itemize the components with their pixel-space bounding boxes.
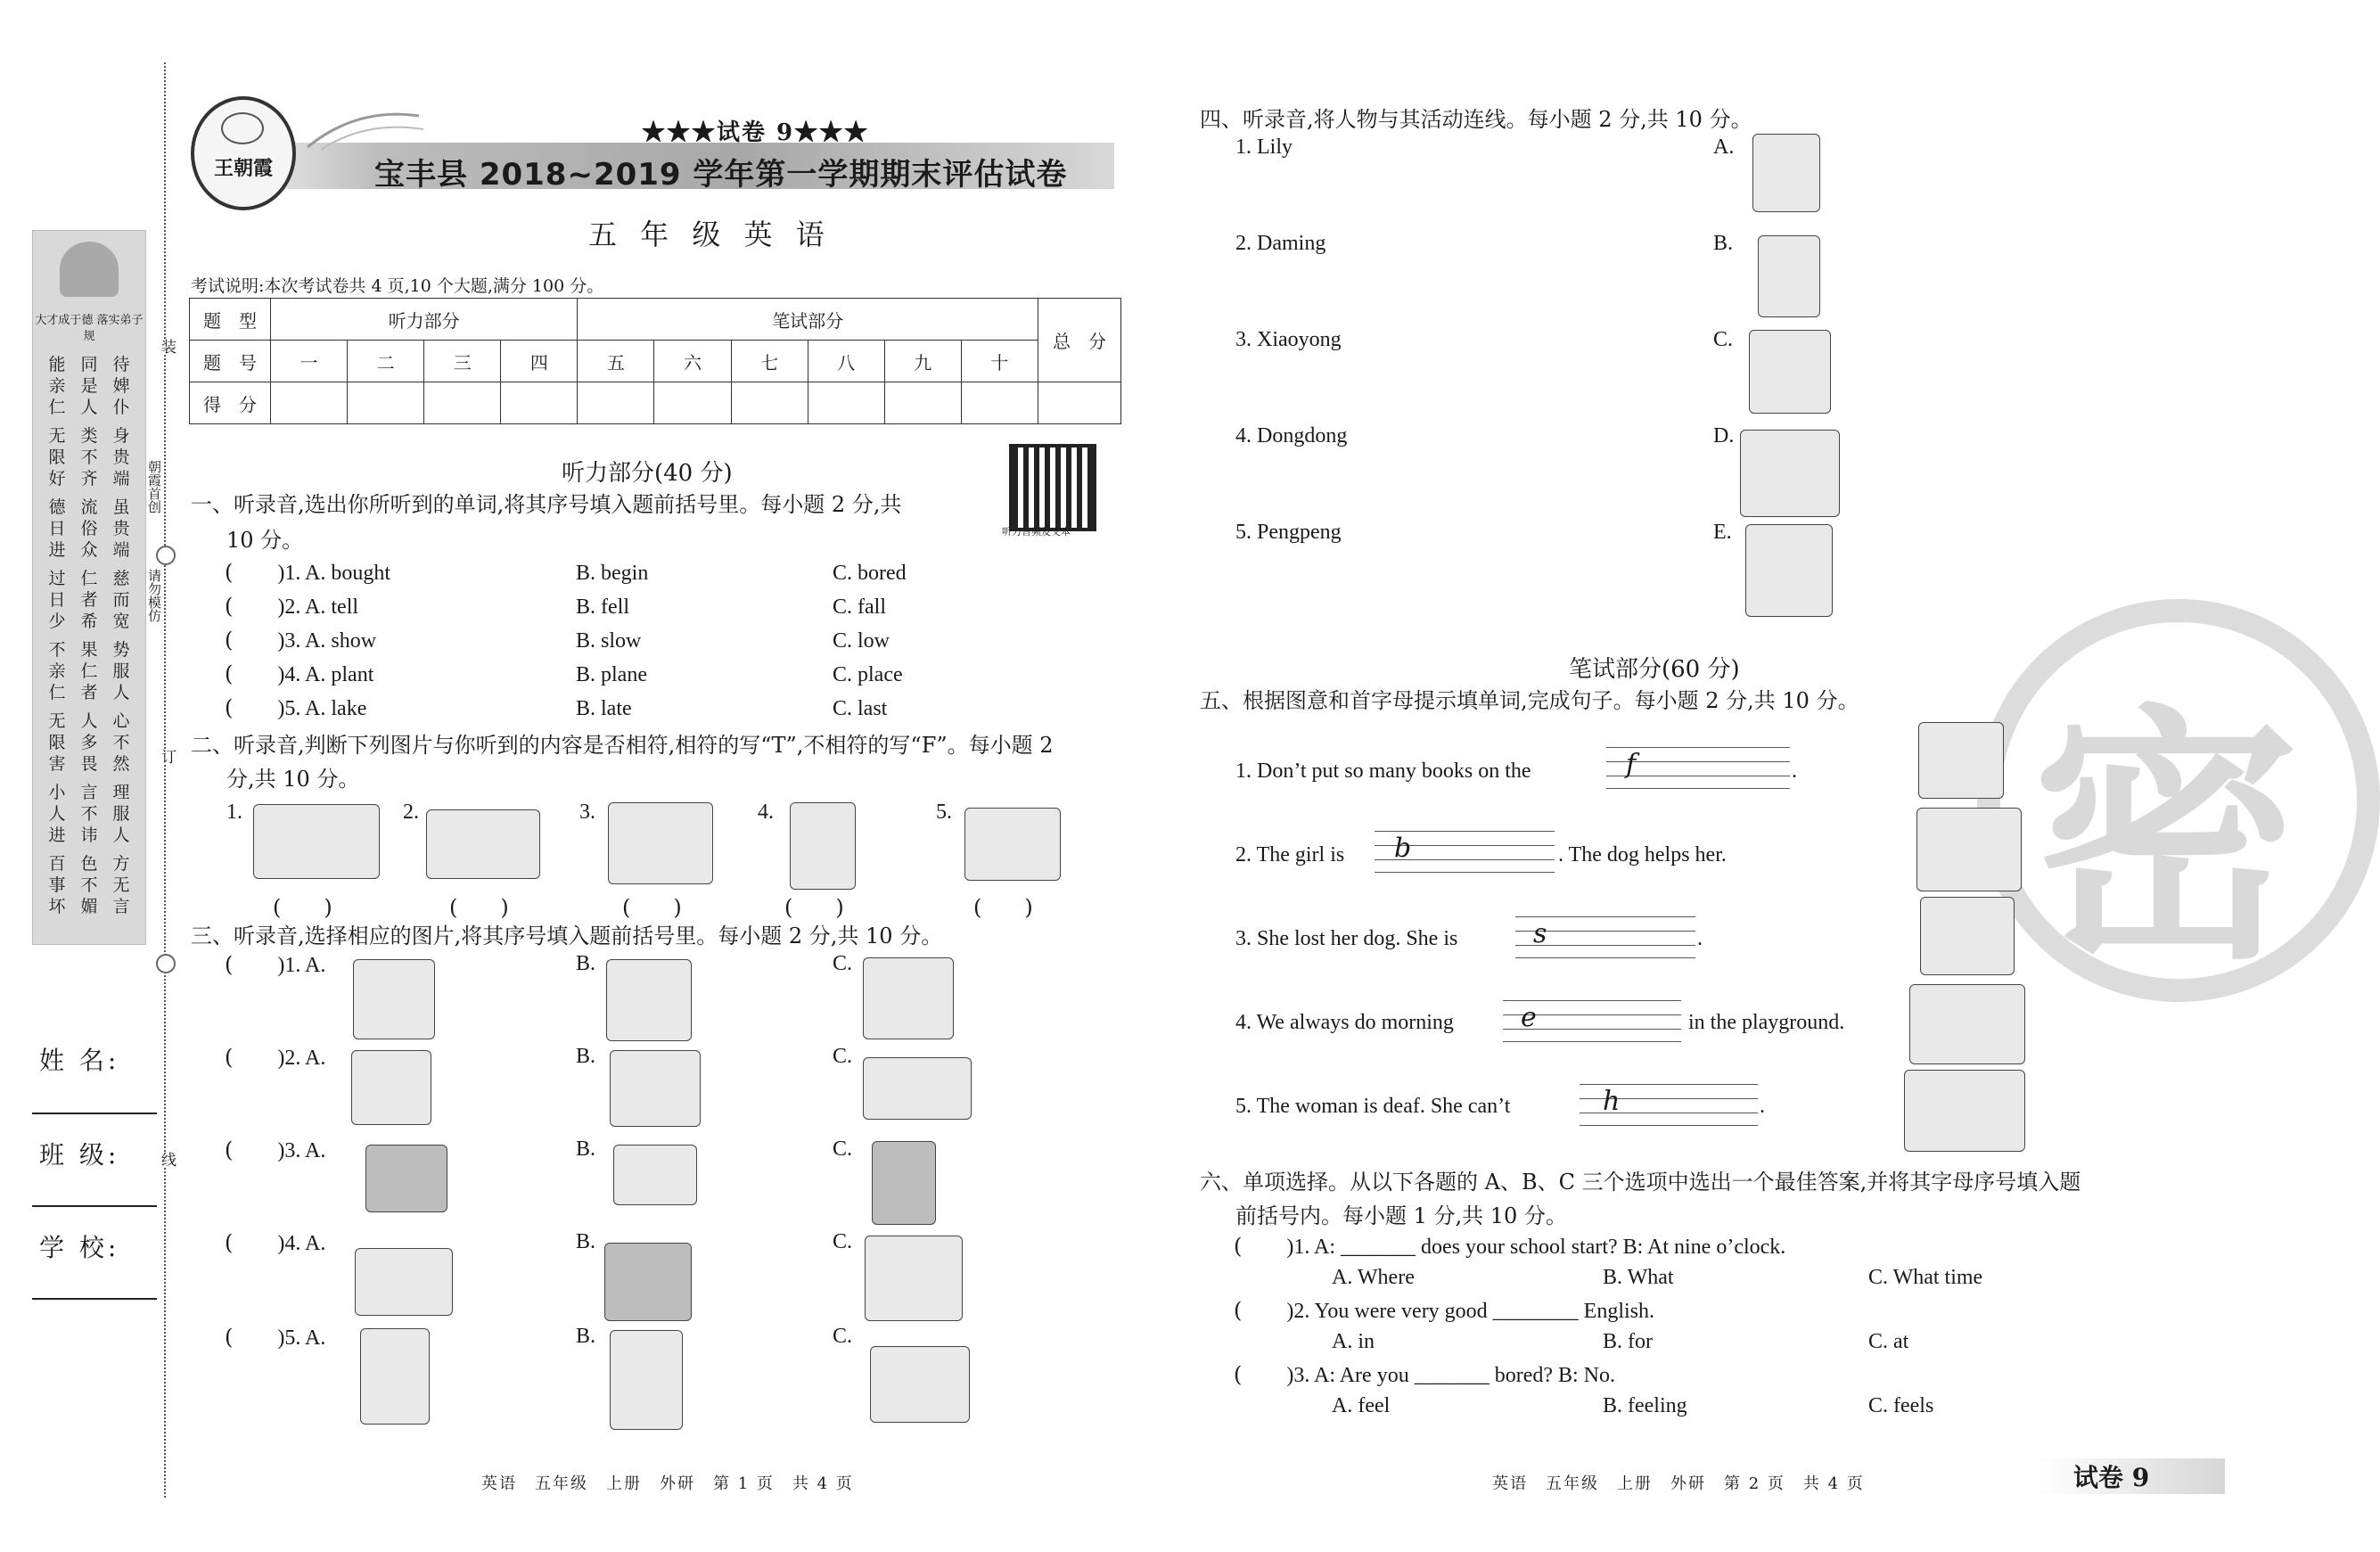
- motto-column: 百事坏: [48, 854, 66, 916]
- q4-b-picture: [1758, 235, 1820, 317]
- q3-5a-football-picture: [360, 1328, 430, 1425]
- q3-c-label: C.: [833, 1230, 853, 1253]
- q1-option-c: C. fall: [833, 595, 886, 619]
- row-label-type: 题 型: [190, 299, 271, 341]
- q3-1b-picture: [606, 959, 692, 1041]
- q3-2a-picture: [351, 1050, 431, 1125]
- q1-option-c: C. low: [833, 629, 890, 653]
- q1-item: ( )5. A. lake: [225, 695, 367, 720]
- q1-title-cont: 10 分。: [226, 528, 304, 553]
- q5-1-picture: [1918, 722, 2004, 799]
- qr-caption: 听力音频及文本: [1002, 526, 1071, 538]
- fold-line: [164, 62, 166, 1498]
- total-cell: 总 分: [1038, 299, 1121, 382]
- name-field[interactable]: [32, 1113, 157, 1114]
- footer-tag: 试卷 9: [2073, 1463, 2150, 1492]
- binding-hole-icon: [156, 546, 176, 565]
- fold-word-1: 装: [153, 339, 176, 354]
- q6-option-c: C. at: [1868, 1330, 1909, 1353]
- q2-title: 二、听录音,判断下列图片与你听到的内容是否相符,相符的写“T”,不相符的写“F”。每小题 2: [191, 733, 1054, 758]
- q3-item: ( )1. A.: [225, 952, 326, 977]
- q6-item: ( )2. You were very good ________ English.: [1234, 1298, 1655, 1323]
- q2-picture-swimming: [426, 809, 540, 879]
- question-number: 七: [731, 341, 808, 382]
- q2-answer-blank[interactable]: ( ): [622, 895, 682, 920]
- q4-a-picture: [1752, 134, 1820, 212]
- q1-option-b: B. fell: [576, 595, 629, 619]
- q6-item: ( )1. A: _______ does your school start? B: At nine o’clock.: [1234, 1234, 1786, 1259]
- q2-answer-blank[interactable]: ( ): [973, 895, 1033, 920]
- q6-option-b: B. for: [1603, 1330, 1653, 1353]
- q3-b-label: B.: [576, 1045, 596, 1068]
- q2-answer-blank[interactable]: ( ): [273, 895, 332, 920]
- q1-item: ( )3. A. show: [225, 628, 377, 653]
- motto-column: 慈而宽: [112, 569, 130, 631]
- class-field[interactable]: [32, 1205, 157, 1207]
- score-input[interactable]: [348, 382, 424, 424]
- motto-column: 能亲仁: [48, 355, 66, 417]
- q3-3b-shoes-picture: [613, 1145, 697, 1205]
- question-number: 九: [884, 341, 961, 382]
- q5-sentence-end: .: [1760, 1095, 1765, 1118]
- q5-sentence-start: 1. Don’t put so many books on the: [1235, 760, 1531, 783]
- score-input[interactable]: [731, 382, 808, 424]
- logo-text: 王朝霞: [213, 157, 273, 180]
- q5-4-picture: [1909, 984, 2025, 1064]
- motto-column: 无限害: [48, 711, 66, 774]
- subject-title: 五 年 级 英 语: [588, 218, 832, 251]
- q3-c-label: C.: [833, 1137, 853, 1161]
- q2-num: 4.: [758, 801, 774, 824]
- motto-column: 类不齐: [80, 426, 98, 489]
- binding-hole-icon: [156, 954, 176, 973]
- name-label: 姓 名:: [39, 1046, 120, 1075]
- listening-section-cell: 听力部分: [271, 299, 578, 341]
- q6-option-b: B. What: [1603, 1266, 1674, 1289]
- q4-letter: A.: [1713, 135, 1735, 159]
- q2-picture-classroom: [253, 804, 380, 879]
- q4-e-basketball-picture: [1745, 524, 1833, 617]
- q6-title-cont: 前括号内。每小题 1 分,共 10 分。: [1235, 1203, 1567, 1228]
- q3-1a-picture: [353, 959, 435, 1039]
- q5-3-picture: [1920, 897, 2015, 975]
- q3-4a-cinema-picture: [355, 1248, 453, 1316]
- q1-option-c: C. bored: [833, 562, 907, 585]
- q5-answer-lines[interactable]: [1375, 831, 1555, 872]
- q5-2-picture: [1916, 808, 2022, 891]
- motto-column: 待婢仆: [112, 355, 130, 417]
- q3-b-label: B.: [576, 1137, 596, 1161]
- row-label-number: 题 号: [190, 341, 271, 382]
- q1-item: ( )2. A. tell: [225, 594, 359, 619]
- motto-column: 仁者希: [80, 569, 98, 631]
- question-number: 二: [348, 341, 424, 382]
- score-input[interactable]: [884, 382, 961, 424]
- score-input[interactable]: [578, 382, 654, 424]
- crown-icon: [221, 112, 264, 144]
- q4-c-bicycle-picture: [1749, 330, 1831, 414]
- q4-person: 1. Lily: [1235, 135, 1293, 159]
- q3-b-label: B.: [576, 1325, 596, 1348]
- q6-option-a: A. feel: [1332, 1394, 1391, 1417]
- hint-letter: f: [1626, 749, 1637, 780]
- question-number: 八: [808, 341, 884, 382]
- q3-c-label: C.: [833, 1325, 853, 1348]
- score-input[interactable]: [961, 382, 1038, 424]
- q5-title: 五、根据图意和首字母提示填单词,完成句子。每小题 2 分,共 10 分。: [1200, 688, 1859, 713]
- motto-column: 方无言: [112, 854, 130, 916]
- q4-letter: D.: [1713, 424, 1735, 448]
- q3-2c-picture: [863, 1057, 972, 1120]
- motto-column: 德日进: [48, 497, 66, 560]
- footer-left: 英语 五年级 上册 外研 第 1 页 共 4 页: [481, 1474, 854, 1493]
- q6-option-b: B. feeling: [1603, 1394, 1687, 1417]
- q3-c-label: C.: [833, 952, 853, 975]
- writing-section-cell: 笔试部分: [578, 299, 1038, 341]
- question-number: 五: [578, 341, 654, 382]
- paper-tag: ★★★试卷 9★★★: [642, 119, 870, 146]
- q3-3a-shorts-picture: [365, 1145, 447, 1212]
- motto-column: 言不讳: [80, 783, 98, 845]
- q5-sentence-start: 2. The girl is: [1235, 843, 1345, 866]
- q4-title: 四、听录音,将人物与其活动连线。每小题 2 分,共 10 分。: [1200, 107, 1752, 132]
- motto-column: 势服人: [112, 640, 130, 702]
- q5-5-picture: [1904, 1070, 2025, 1152]
- q5-sentence-start: 3. She lost her dog. She is: [1235, 927, 1458, 950]
- q5-sentence-end: .: [1792, 760, 1797, 783]
- q3-2b-picture: [610, 1050, 701, 1127]
- q2-picture-boy: [790, 802, 856, 890]
- q3-c-label: C.: [833, 1045, 853, 1068]
- scholar-figure-illustration: [60, 242, 119, 297]
- motto-column: 人多畏: [80, 711, 98, 774]
- exam-title: 宝丰县 2018~2019 学年第一学期期末评估试卷: [374, 157, 1068, 193]
- q4-person: 3. Xiaoyong: [1235, 328, 1342, 351]
- q1-option-c: C. place: [833, 663, 903, 686]
- hint-letter: e: [1521, 1002, 1537, 1033]
- total-score-input[interactable]: [1038, 382, 1121, 424]
- motto-column: 果仁者: [80, 640, 98, 702]
- q2-num: 3.: [579, 801, 595, 824]
- q4-person: 4. Dongdong: [1235, 424, 1348, 448]
- q1-title: 一、听录音,选出你所听到的单词,将其序号填入题前括号里。每小题 2 分,共: [191, 492, 902, 517]
- score-input[interactable]: [808, 382, 884, 424]
- q6-option-a: A. in: [1332, 1330, 1375, 1353]
- score-input[interactable]: [654, 382, 731, 424]
- q3-item: ( )2. A.: [225, 1045, 326, 1070]
- motto-column: 心不然: [112, 711, 130, 774]
- q1-option-b: B. slow: [576, 629, 642, 653]
- row-label-score: 得 分: [190, 382, 271, 424]
- q3-1c-picture: [863, 957, 954, 1039]
- motto-column: 小人进: [48, 783, 66, 845]
- class-label: 班 级:: [39, 1140, 120, 1170]
- motto-column: 过日少: [48, 569, 66, 631]
- question-number: 四: [501, 341, 578, 382]
- score-table: [189, 298, 1121, 424]
- q2-picture-books: [964, 808, 1061, 881]
- ribbon-decoration: [303, 98, 428, 152]
- score-input[interactable]: [501, 382, 578, 424]
- q1-option-c: C. last: [833, 697, 888, 720]
- publisher-logo: [191, 96, 296, 210]
- listening-heading: 听力部分(40 分): [562, 460, 733, 487]
- hint-letter: s: [1533, 918, 1547, 949]
- q3-5c-highjump-picture: [870, 1346, 970, 1423]
- motto-column: 无限好: [48, 426, 66, 489]
- q5-sentence-end: . The dog helps her.: [1558, 843, 1727, 866]
- q5-answer-lines[interactable]: [1515, 916, 1695, 957]
- motto-panel: [32, 230, 146, 945]
- motto-columns: [38, 354, 142, 933]
- q3-b-label: B.: [576, 1230, 596, 1253]
- question-number: 三: [424, 341, 501, 382]
- q4-letter: B.: [1713, 232, 1734, 255]
- score-input[interactable]: [424, 382, 501, 424]
- motto-column: 虽贵端: [112, 497, 130, 560]
- q5-answer-lines[interactable]: [1503, 1000, 1681, 1041]
- exam-note: 考试说明:本次考试卷共 4 页,10 个大题,满分 100 分。: [191, 276, 604, 296]
- seal-char: 密: [2032, 680, 2300, 995]
- q5-answer-lines[interactable]: [1580, 1084, 1758, 1125]
- q4-letter: C.: [1713, 328, 1734, 351]
- q6-option-c: C. What time: [1868, 1266, 1983, 1289]
- q1-item: ( )1. A. bought: [225, 560, 391, 585]
- q6-title: 六、单项选择。从以下各题的 A、B、C 三个选项中选出一个最佳答案,并将其字母序号填入题: [1200, 1170, 2081, 1195]
- q3-item: ( )5. A.: [225, 1325, 326, 1350]
- q2-answer-blank[interactable]: ( ): [449, 895, 509, 920]
- motto-column: 色不媚: [80, 854, 98, 916]
- question-number: 六: [654, 341, 731, 382]
- q6-option-c: C. feels: [1868, 1394, 1934, 1417]
- q4-d-picture: [1740, 430, 1840, 517]
- q4-person: 2. Daming: [1235, 232, 1326, 255]
- q1-item: ( )4. A. plant: [225, 661, 374, 686]
- q3-item: ( )3. A.: [225, 1137, 326, 1162]
- q3-3c-trousers-picture: [872, 1141, 936, 1225]
- motto-column: 流俗众: [80, 497, 98, 560]
- q3-4c-zoo-picture: [865, 1236, 963, 1321]
- qr-code-icon[interactable]: [1009, 444, 1096, 531]
- footer-right: 英语 五年级 上册 外研 第 2 页 共 4 页: [1492, 1474, 1865, 1493]
- q2-title-cont: 分,共 10 分。: [226, 767, 360, 792]
- q2-num: 5.: [936, 801, 952, 824]
- q4-letter: E.: [1713, 521, 1732, 544]
- motto-column: 身贵端: [112, 426, 130, 489]
- q3-5b-painting-picture: [610, 1330, 683, 1430]
- q5-sentence-end: in the playground.: [1688, 1011, 1845, 1034]
- side-note-2: 请勿模仿: [146, 569, 162, 622]
- q4-person: 5. Pengpeng: [1235, 521, 1342, 544]
- motto-top: 大才成于德 落实弟子规: [35, 314, 144, 343]
- q1-option-b: B. late: [576, 697, 632, 720]
- q1-option-b: B. plane: [576, 663, 647, 686]
- q3-b-label: B.: [576, 952, 596, 975]
- q6-item: ( )3. A: Are you _______ bored? B: No.: [1234, 1362, 1615, 1387]
- school-label: 学 校:: [39, 1233, 120, 1262]
- writing-heading: 笔试部分(60 分): [1569, 656, 1740, 683]
- hint-letter: h: [1603, 1086, 1621, 1117]
- q6-option-a: A. Where: [1332, 1266, 1415, 1289]
- hint-letter: b: [1394, 833, 1412, 864]
- q5-sentence-end: .: [1697, 927, 1703, 950]
- motto-column: 同是人: [80, 355, 98, 417]
- fold-word-2: 订: [153, 749, 176, 764]
- question-number: 十: [961, 341, 1038, 382]
- q5-sentence-start: 4. We always do morning: [1235, 1011, 1454, 1034]
- side-note-1: 朝霞首创: [146, 460, 162, 513]
- q3-title: 三、听录音,选择相应的图片,将其序号填入题前括号里。每小题 2 分,共 10 分。: [191, 924, 943, 948]
- q2-num: 1.: [226, 801, 242, 824]
- question-number: 一: [271, 341, 348, 382]
- q2-picture-computer: [608, 802, 713, 884]
- fold-word-3: 线: [153, 1152, 176, 1167]
- q3-4b-building-picture: [604, 1243, 692, 1321]
- score-input[interactable]: [271, 382, 348, 424]
- q5-sentence-start: 5. The woman is deaf. She can’t: [1235, 1095, 1511, 1118]
- school-field[interactable]: [32, 1298, 157, 1300]
- motto-column: 理服人: [112, 783, 130, 845]
- motto-column: 不亲仁: [48, 640, 66, 702]
- q2-num: 2.: [403, 801, 419, 824]
- q5-answer-lines[interactable]: [1606, 747, 1790, 788]
- q2-answer-blank[interactable]: ( ): [784, 895, 844, 920]
- q1-option-b: B. begin: [576, 562, 649, 585]
- q3-item: ( )4. A.: [225, 1230, 326, 1255]
